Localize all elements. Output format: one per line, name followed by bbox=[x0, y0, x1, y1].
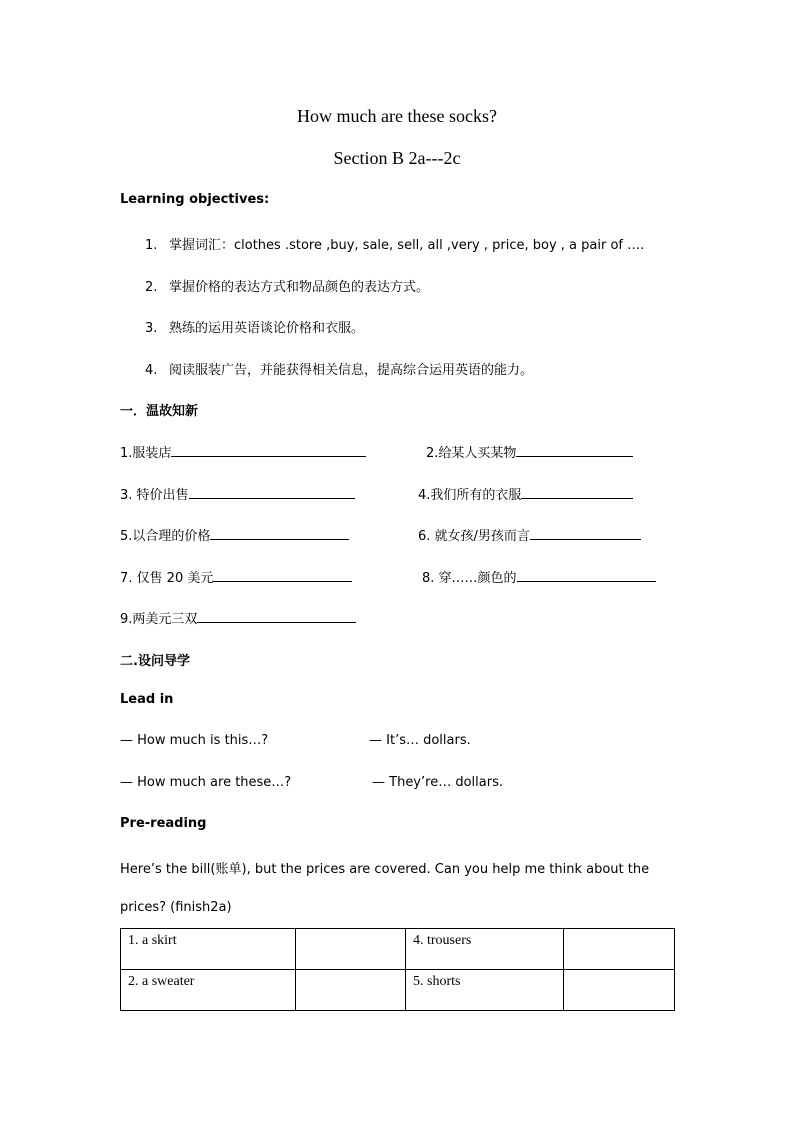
objective-number: 3. bbox=[145, 321, 158, 336]
objective-text: 掌握词汇：clothes .store ,buy, sale, sell, all ,very , price, boy , a pair of …. bbox=[169, 238, 645, 253]
answer-blank[interactable] bbox=[197, 610, 356, 623]
pre-reading-instruction: Here’s the bill(账单), but the prices are covered. Can you help me think about the bbox=[120, 862, 650, 877]
table-row bbox=[121, 970, 675, 1011]
review-prompt: 4.我们所有的衣服 bbox=[418, 488, 522, 503]
review-item bbox=[418, 484, 633, 503]
review-prompt: 6. 就女孩/男孩而言 bbox=[418, 529, 530, 544]
review-prompt: 7. 仅售 20 美元 bbox=[120, 571, 214, 586]
guide-heading: 二.设问导学 bbox=[120, 654, 190, 669]
review-item bbox=[120, 567, 352, 586]
price-cell[interactable] bbox=[564, 929, 675, 970]
objective-item bbox=[145, 359, 533, 378]
table-row bbox=[121, 929, 675, 970]
answer-blank[interactable] bbox=[171, 444, 366, 457]
answer-blank[interactable] bbox=[213, 569, 352, 582]
review-prompt: 8. 穿……颜色的 bbox=[422, 571, 517, 586]
objective-number: 2. bbox=[145, 280, 158, 295]
review-item bbox=[120, 608, 356, 627]
pre-reading-instruction-cont: prices? (finish2a) bbox=[120, 900, 232, 915]
objective-text: 掌握价格的表达方式和物品颜色的表达方式。 bbox=[169, 280, 430, 295]
answer-blank[interactable] bbox=[189, 486, 355, 499]
dialog-answer: — They’re… dollars. bbox=[372, 775, 503, 790]
review-item bbox=[418, 525, 641, 544]
objective-text: 阅读服装广告，并能获得相关信息，提高综合运用英语的能力。 bbox=[169, 363, 534, 378]
page-title: How much are these socks? bbox=[297, 106, 497, 126]
review-prompt: 3. 特价出售 bbox=[120, 488, 189, 503]
objective-text: 熟练的运用英语谈论价格和衣服。 bbox=[169, 321, 365, 336]
review-prompt: 9.两美元三双 bbox=[120, 612, 198, 627]
item-cell: 5. shorts bbox=[406, 970, 564, 1011]
objective-item bbox=[145, 276, 429, 295]
review-prompt: 2.给某人买某物 bbox=[426, 446, 517, 461]
review-item bbox=[120, 442, 366, 461]
objective-number: 4. bbox=[145, 363, 158, 378]
review-item bbox=[422, 567, 656, 586]
review-heading: 一．温故知新 bbox=[120, 404, 199, 419]
dialog-answer: — It’s… dollars. bbox=[369, 733, 471, 748]
objective-item bbox=[145, 234, 644, 253]
price-cell[interactable] bbox=[564, 970, 675, 1011]
objective-number: 1. bbox=[145, 238, 158, 253]
review-item bbox=[426, 442, 633, 461]
lead-in-heading: Lead in bbox=[120, 692, 174, 707]
answer-blank[interactable] bbox=[530, 527, 641, 540]
answer-blank[interactable] bbox=[516, 444, 633, 457]
dialog-question: — How much is this…? bbox=[120, 733, 269, 748]
answer-blank[interactable] bbox=[517, 569, 656, 582]
pre-reading-heading: Pre-reading bbox=[120, 816, 207, 831]
price-cell[interactable] bbox=[296, 929, 406, 970]
dialog-question: — How much are these…? bbox=[120, 775, 292, 790]
item-cell: 1. a skirt bbox=[121, 929, 296, 970]
price-cell[interactable] bbox=[296, 970, 406, 1011]
section-subtitle: Section B 2a---2c bbox=[333, 148, 461, 168]
review-item bbox=[120, 484, 355, 503]
item-cell: 2. a sweater bbox=[121, 970, 296, 1011]
review-prompt: 1.服装店 bbox=[120, 446, 172, 461]
objectives-heading: Learning objectives: bbox=[120, 192, 270, 207]
item-cell: 4. trousers bbox=[406, 929, 564, 970]
answer-blank[interactable] bbox=[521, 486, 633, 499]
objective-item bbox=[145, 317, 364, 336]
review-item bbox=[120, 525, 349, 544]
answer-blank[interactable] bbox=[210, 527, 349, 540]
review-prompt: 5.以合理的价格 bbox=[120, 529, 211, 544]
bill-table bbox=[120, 928, 675, 1011]
